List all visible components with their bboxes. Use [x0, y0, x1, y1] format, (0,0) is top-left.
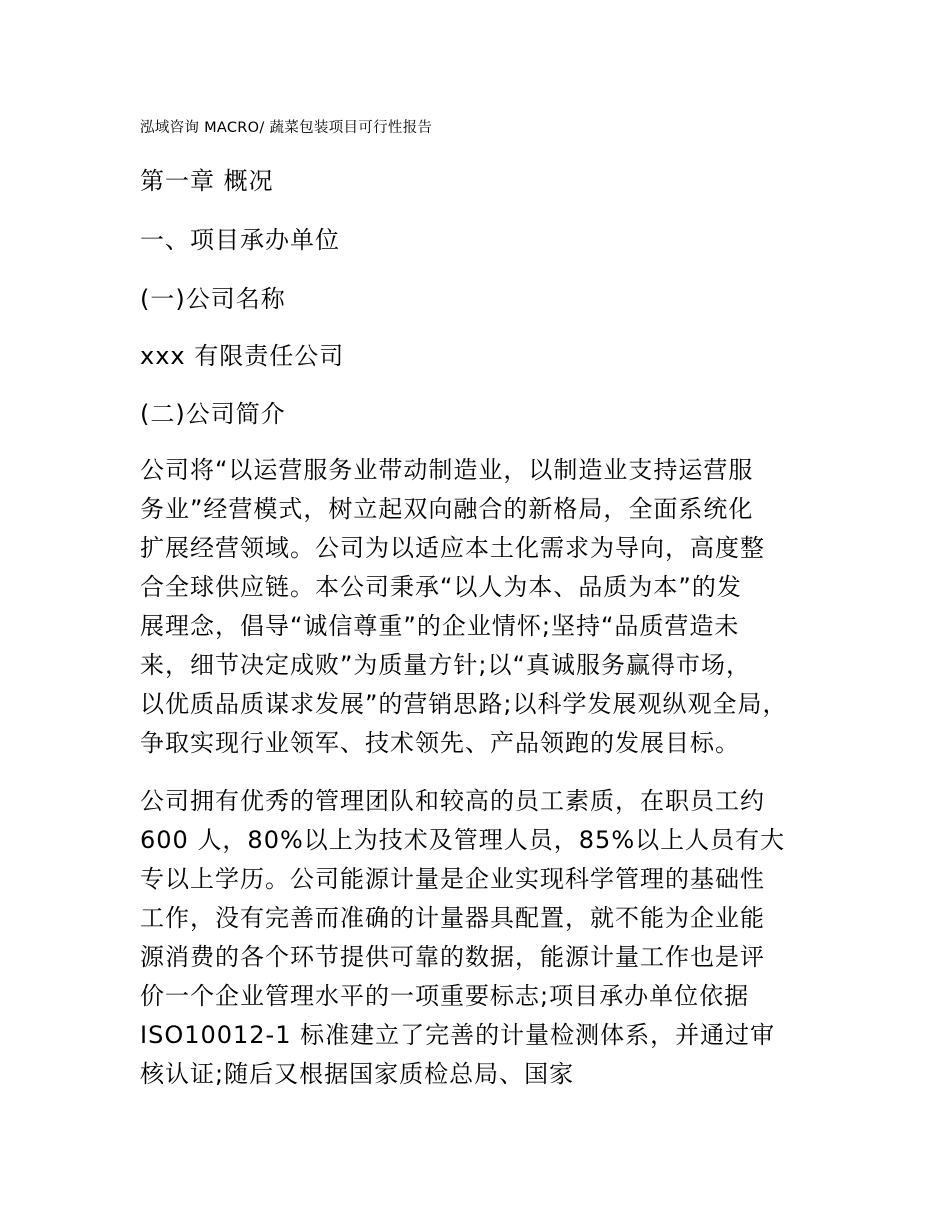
paragraph-line: 工作，没有完善而准确的计量器具配置，就不能为企业能: [140, 904, 765, 932]
paragraph-line: 公司拥有优秀的管理团队和较高的员工素质，在职员工约: [140, 787, 765, 815]
paragraph-line: 以优质品质谋求发展”的营销思路;以科学发展观纵观全局，: [140, 690, 788, 718]
running-header: 泓域咨询 MACRO/ 蔬菜包装项目可行性报告: [140, 120, 433, 136]
paragraph-line: 价一个企业管理水平的一项重要标志;项目承办单位依据: [140, 982, 750, 1010]
paragraph-line: 务业”经营模式，树立起双向融合的新格局，全面系统化: [140, 495, 754, 523]
paragraph-line: 600 人，80%以上为技术及管理人员，85%以上人员有大: [140, 826, 786, 854]
subsection-company-intro-heading: (二)公司简介: [140, 400, 286, 428]
company-name: xxx 有限责任公司: [140, 342, 345, 370]
paragraph-line: 展理念，倡导“诚信尊重”的企业情怀;坚持“品质营造未: [140, 612, 740, 640]
paragraph-line: 源消费的各个环节提供可靠的数据，能源计量工作也是评: [140, 943, 765, 971]
paragraph-intro-1: [140, 452, 840, 764]
paragraph-line: 专以上学历。公司能源计量是企业实现科学管理的基础性: [140, 865, 765, 893]
paragraph-line: 公司将“以运营服务业带动制造业，以制造业支持运营服: [140, 456, 754, 484]
paragraph-line: 来，细节决定成败”为质量方针;以“真诚服务赢得市场，: [140, 651, 751, 679]
paragraph-intro-2: [140, 783, 840, 1095]
paragraph-line: ISO10012-1 标准建立了完善的计量检测体系，并通过审: [140, 1021, 776, 1049]
paragraph-line: 扩展经营领域。公司为以适应本土化需求为导向，高度整: [140, 534, 765, 562]
paragraph-line: 核认证;随后又根据国家质检总局、国家: [140, 1060, 575, 1088]
subsection-company-name-heading: (一)公司名称: [140, 285, 286, 313]
paragraph-line: 争取实现行业领军、技术领先、产品领跑的发展目标。: [140, 729, 740, 757]
section-title: 一、项目承办单位: [140, 226, 340, 254]
chapter-title: 第一章 概况: [140, 167, 274, 195]
paragraph-line: 合全球供应链。本公司秉承“以人为本、品质为本”的发: [140, 573, 742, 601]
